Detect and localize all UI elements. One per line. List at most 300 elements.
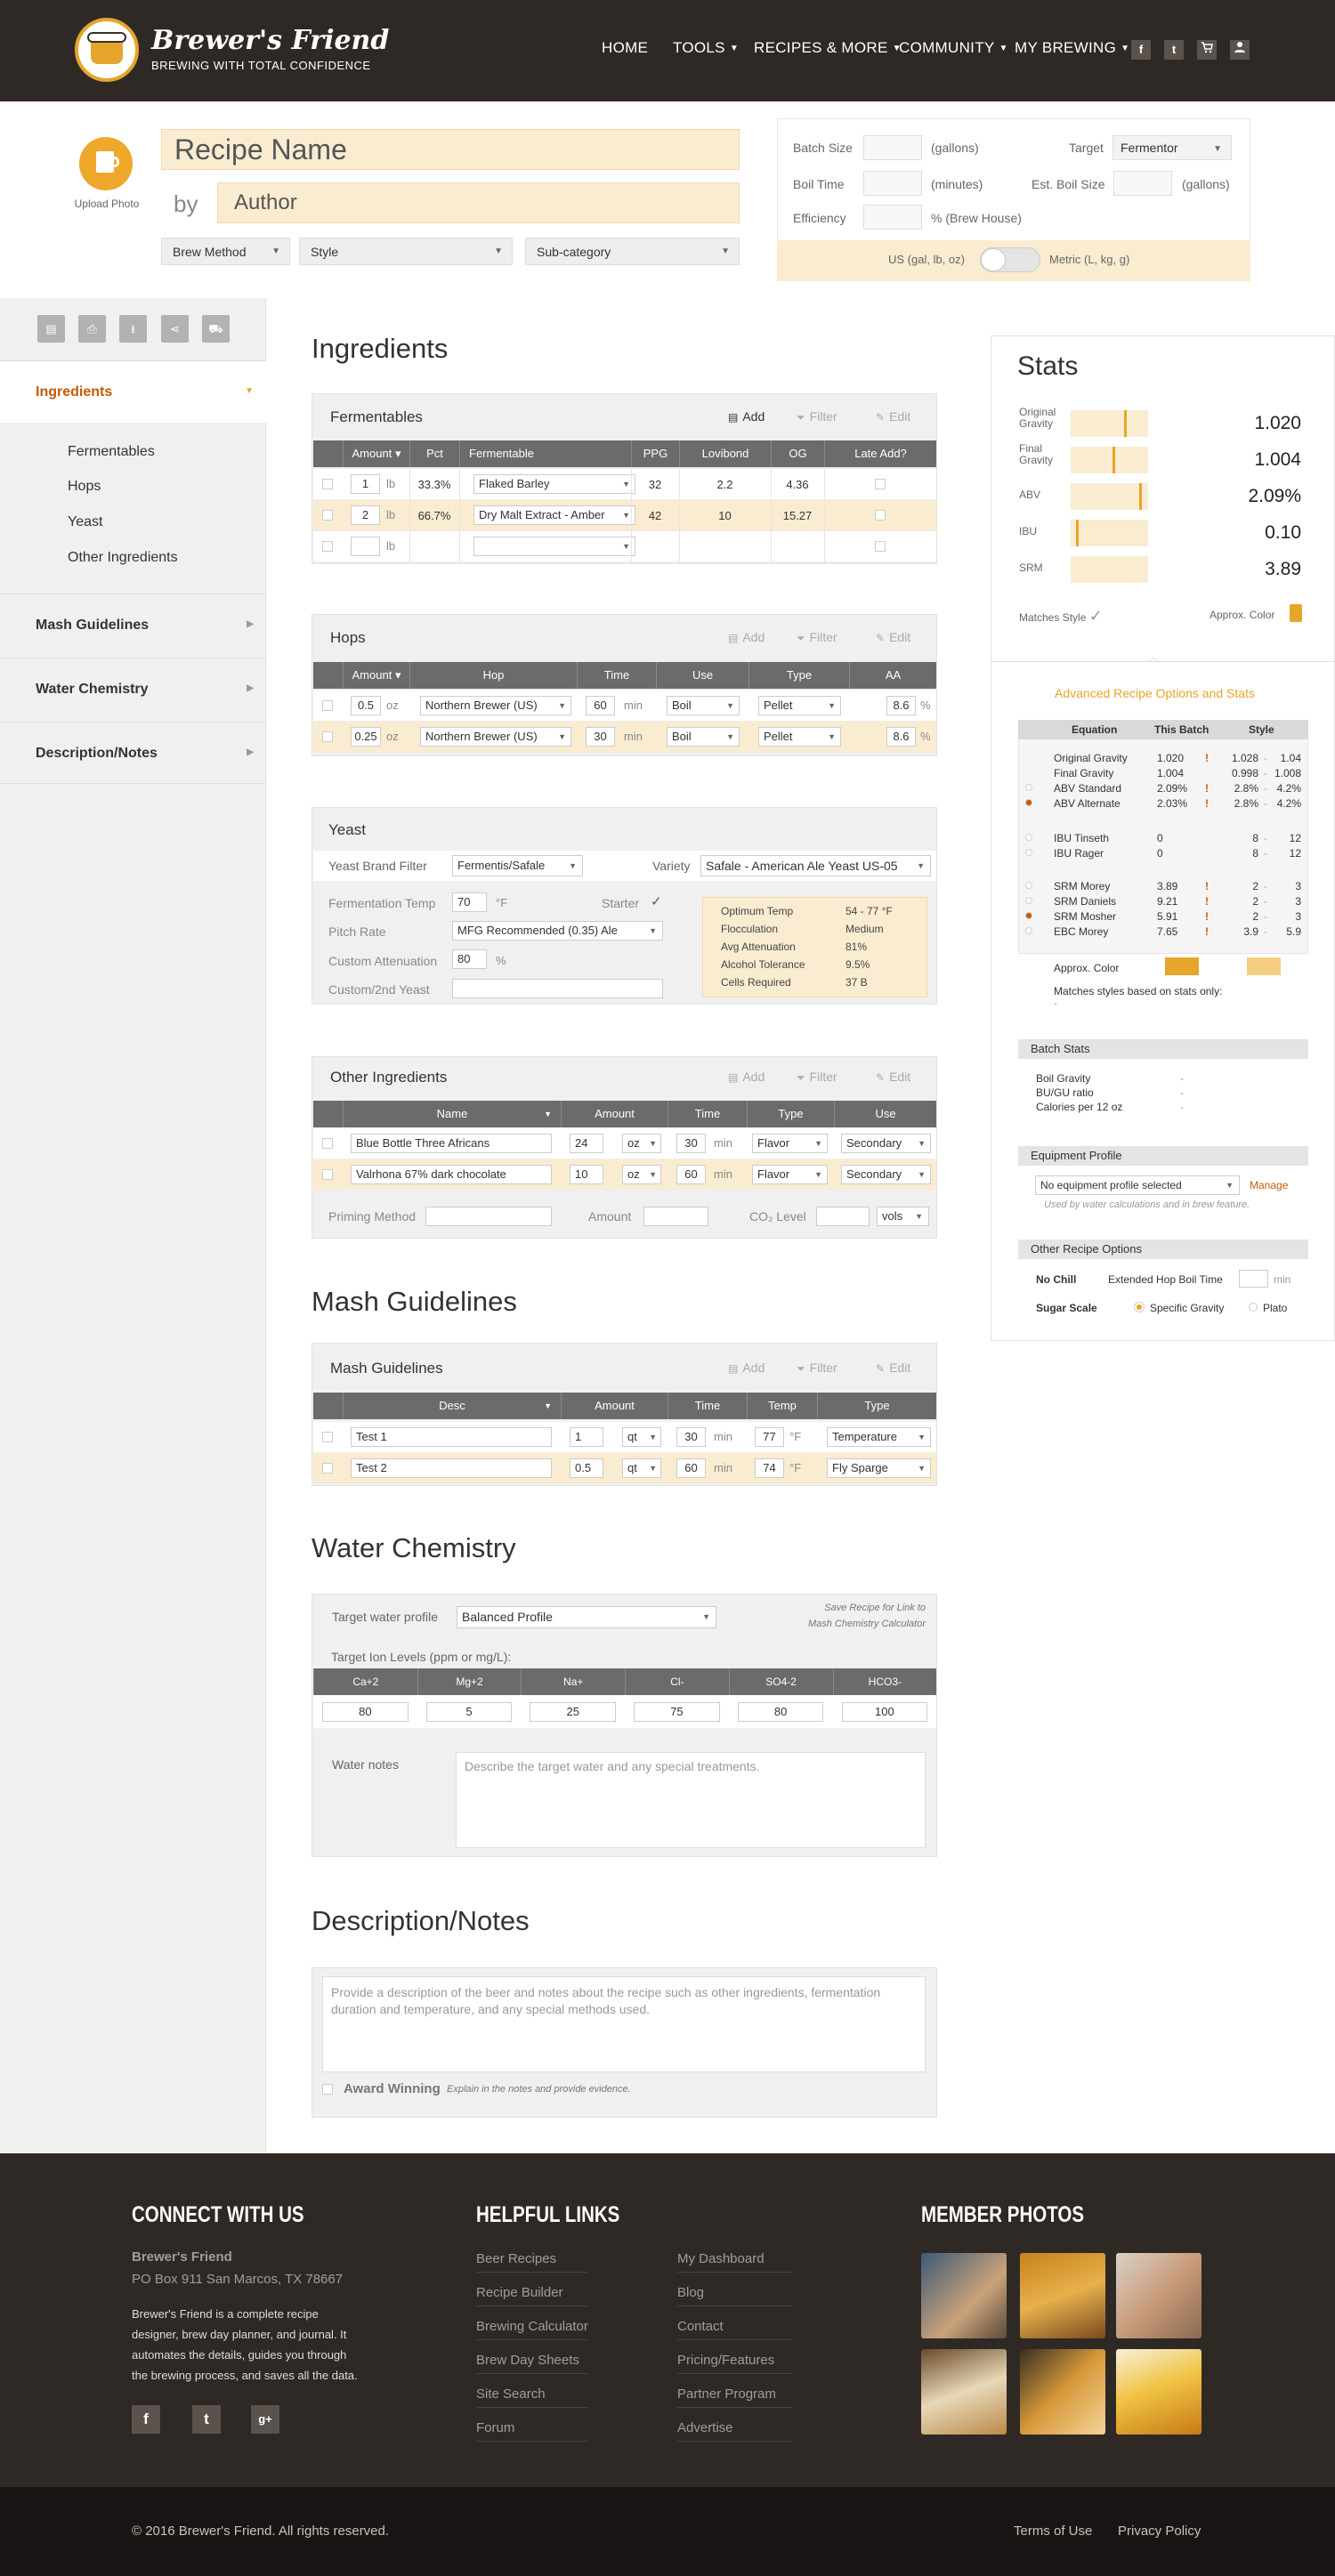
col-this-batch: This Batch (1154, 723, 1210, 736)
logo-icon[interactable] (75, 18, 139, 82)
table-row (313, 531, 936, 562)
footer-link[interactable]: Beer Recipes (476, 2251, 588, 2273)
table-row (313, 722, 936, 753)
user-icon[interactable] (1230, 40, 1250, 60)
nav-community[interactable]: COMMUNITY ▼ (899, 39, 1008, 56)
yeast-info-label: Optimum Temp (721, 905, 794, 917)
style-min: 3.9 (1243, 925, 1258, 938)
filter-button[interactable]: ⏷ Filter (797, 1070, 837, 1084)
sg-radio[interactable] (1135, 1303, 1144, 1312)
advanced-options-link[interactable]: Advanced Recipe Options and Stats (1055, 686, 1255, 700)
table-row (313, 1128, 936, 1159)
equation-name: SRM Mosher (1054, 910, 1117, 923)
hop-select[interactable] (420, 696, 571, 715)
edit-button[interactable]: ✎ Edit (876, 630, 911, 644)
water-heading: Water Chemistry (312, 1532, 516, 1563)
time-input[interactable]: 60 (676, 1458, 706, 1478)
batch-stat-value: - (1180, 1072, 1184, 1085)
ext-hop-label: Extended Hop Boil Time (1108, 1273, 1223, 1286)
fermentable-select[interactable] (473, 537, 635, 556)
sidebar-sub-fermentables[interactable]: Fermentables (68, 444, 155, 459)
row-checkbox[interactable] (322, 510, 333, 521)
priming-amount-label: Amount (588, 1209, 632, 1223)
co2-input[interactable] (816, 1207, 870, 1226)
amount-input[interactable]: 1 (570, 1427, 603, 1447)
unit-select[interactable] (622, 1458, 661, 1478)
yeast-brand-select[interactable]: Fermentis/Safale ▼ (452, 855, 583, 876)
fermentable-name: Flaked Barley (479, 477, 550, 490)
type-value: Pellet (764, 730, 793, 743)
chevron-down-icon: ▼ (814, 1170, 822, 1179)
style-max: 3 (1295, 895, 1301, 908)
add-button[interactable]: ▤ Add (728, 409, 765, 424)
style-max: 3 (1295, 910, 1301, 923)
ion-input[interactable]: 75 (634, 1702, 720, 1722)
yeast-brand-label: Yeast Brand Filter (328, 859, 427, 873)
chevron-down-icon: ▼ (828, 732, 836, 741)
row-checkbox[interactable] (322, 479, 333, 489)
batch-stat-label: Boil Gravity (1036, 1072, 1091, 1085)
equation-radio[interactable] (1025, 784, 1032, 791)
terms-link[interactable]: Terms of Use (1014, 2524, 1093, 2539)
chevron-down-icon: ▼ (558, 701, 566, 710)
ion-col: HCO3- (833, 1668, 937, 1695)
divider (824, 469, 825, 500)
amount-input[interactable]: 10 (570, 1165, 603, 1184)
late-add-checkbox[interactable] (875, 479, 886, 489)
yeast-info-value: 37 B (846, 976, 868, 989)
footer-link[interactable]: Pricing/Features (677, 2353, 793, 2374)
by-label: by (174, 190, 198, 217)
ion-input[interactable]: 5 (426, 1702, 513, 1722)
og-cell: 4.36 (786, 478, 809, 491)
award-note: Explain in the notes and provide evidence. (447, 2084, 631, 2095)
description-textarea[interactable]: Provide a description of the beer and notes about the recipe such as other ingredients, fermentation duration and temperature, and any special methods used. (322, 1976, 926, 2072)
efficiency-unit: % (Brew House) (931, 211, 1022, 225)
sidebar-item-mash[interactable]: Mash Guidelines ▶ (0, 594, 266, 656)
row-checkbox[interactable] (322, 700, 333, 711)
chevron-down-icon: ▼ (918, 1464, 926, 1473)
amount-input[interactable] (351, 537, 380, 556)
sidebar-item-ingredients[interactable]: Ingredients ▼ (0, 360, 266, 423)
type-select[interactable] (752, 1134, 828, 1153)
matches-only-value: - (1054, 997, 1057, 1009)
style-max: 4.2% (1276, 782, 1301, 795)
hop-name: Northern Brewer (US) (425, 730, 538, 743)
cart-icon[interactable]: ⛟ (202, 315, 230, 343)
facebook-icon[interactable]: f (1131, 40, 1151, 60)
col-name[interactable]: Name ▼ (343, 1101, 561, 1127)
member-photo[interactable] (921, 2253, 1007, 2338)
efficiency-input[interactable] (863, 205, 922, 230)
ext-hop-input[interactable] (1239, 1270, 1268, 1288)
temp-input[interactable]: 74 (755, 1458, 784, 1478)
ion-input[interactable]: 100 (842, 1702, 928, 1722)
amount-input[interactable]: 0.5 (570, 1458, 603, 1478)
share-icon[interactable]: ⋖ (161, 315, 189, 343)
copyright: © 2016 Brewer's Friend. All rights reserved. (132, 2524, 390, 2539)
fermentables-title: Fermentables (330, 408, 423, 425)
target-label: Target (1069, 141, 1104, 155)
temp-unit: °F (496, 896, 508, 909)
plato-radio[interactable] (1249, 1303, 1258, 1312)
boil-time-input[interactable] (863, 171, 922, 196)
temp-input[interactable]: 77 (755, 1427, 784, 1447)
unit-value: oz (627, 1167, 640, 1181)
ion-input[interactable]: 80 (322, 1702, 409, 1722)
yeast-variety-select[interactable]: Safale - American Ale Yeast US-05 ▼ (700, 855, 931, 876)
unit-toggle[interactable] (980, 247, 1040, 272)
type-value: Pellet (764, 699, 793, 712)
col-og: OG (771, 440, 824, 467)
water-notes-textarea[interactable]: Describe the target water and any special treatments. (456, 1752, 926, 1848)
late-add-checkbox[interactable] (875, 510, 886, 521)
equipment-header: Equipment Profile (1018, 1146, 1308, 1166)
privacy-link[interactable]: Privacy Policy (1118, 2524, 1202, 2539)
recipe-name-input[interactable]: Recipe Name (161, 129, 740, 170)
desc-input[interactable]: Test 2 (351, 1458, 552, 1478)
divider (631, 531, 632, 562)
row-checkbox[interactable] (322, 731, 333, 742)
warning-icon: ! (1205, 797, 1209, 810)
warning-icon: ! (1205, 910, 1209, 923)
footer-link[interactable]: Blog (677, 2285, 793, 2306)
filter-button[interactable]: ⏷ Filter (797, 409, 837, 424)
award-winning-checkbox[interactable] (322, 2084, 333, 2095)
collapse-icon[interactable]: ︿ (1148, 651, 1160, 664)
upload-photo-label: Upload Photo (74, 198, 140, 210)
aa-input[interactable]: 8.6 (886, 727, 916, 747)
yeast-info-value: 54 - 77 °F (846, 905, 893, 917)
use-select[interactable] (667, 727, 740, 747)
download-icon[interactable]: ⭳ (119, 315, 147, 343)
footer-link[interactable]: Brew Day Sheets (476, 2353, 588, 2374)
yeast-title: Yeast (328, 821, 366, 838)
second-yeast-label: Custom/2nd Yeast (328, 982, 430, 997)
footer-link[interactable]: Recipe Builder (476, 2285, 588, 2306)
twitter-icon[interactable]: t (1164, 40, 1184, 60)
row-checkbox[interactable] (322, 541, 333, 552)
footer-link[interactable]: Brewing Calculator (476, 2319, 588, 2340)
footer-link[interactable]: Advertise (677, 2420, 793, 2442)
fermentable-name: Dry Malt Extract - Amber (479, 508, 605, 521)
nav-home[interactable]: HOME (602, 39, 649, 56)
priming-amount-input[interactable] (643, 1207, 708, 1226)
hop-name: Northern Brewer (US) (425, 699, 538, 712)
add-button[interactable]: ▤ Add (728, 630, 765, 644)
use-select[interactable] (667, 696, 740, 715)
author-input[interactable]: Author (217, 182, 740, 223)
member-photo[interactable] (1020, 2349, 1105, 2435)
edit-button[interactable]: ✎ Edit (876, 1361, 911, 1375)
warning-icon: ! (1205, 782, 1209, 795)
helpful-links-heading: HELPFUL LINKS (476, 2202, 620, 2227)
chevron-down-icon: ▼ (814, 1139, 822, 1148)
name-input[interactable]: Blue Bottle Three Africans (351, 1134, 552, 1153)
starter-check-icon[interactable]: ✓ (651, 894, 662, 909)
type-value: Fly Sparge (832, 1461, 888, 1474)
warning-icon: ! (1205, 752, 1209, 764)
equation-name: Original Gravity (1054, 752, 1128, 764)
chevron-down-icon: ▼ (558, 732, 566, 741)
ion-input[interactable]: 25 (530, 1702, 616, 1722)
col-type: Type (747, 1101, 834, 1127)
col-time: Time (577, 662, 656, 689)
sidebar-item-water[interactable]: Water Chemistry ▶ (0, 658, 266, 720)
table-row (313, 469, 936, 500)
amount-input[interactable]: 1 (351, 474, 380, 494)
co2-label: CO₂ Level (749, 1209, 806, 1223)
equation-radio[interactable] (1025, 849, 1032, 856)
stat-marker (1139, 483, 1142, 510)
type-select[interactable] (758, 727, 841, 747)
facebook-icon[interactable]: f (132, 2405, 160, 2434)
filter-button[interactable]: ⏷ Filter (797, 1361, 837, 1375)
water-notes-label: Water notes (332, 1757, 399, 1772)
desc-input[interactable]: Test 1 (351, 1427, 552, 1447)
stat-label: Final Gravity (1019, 442, 1054, 466)
style-min: 8 (1252, 847, 1258, 860)
equation-radio[interactable] (1025, 882, 1032, 889)
table-row (313, 690, 936, 722)
nav-recipes[interactable]: RECIPES & MORE ▼ (754, 39, 902, 56)
ppg-cell: 32 (648, 478, 662, 491)
stat-label: Original Gravity (1019, 406, 1056, 430)
stat-value: 3.89 (1265, 559, 1301, 579)
add-button[interactable]: ▤ Add (728, 1361, 765, 1375)
efficiency-label: Efficiency (793, 211, 846, 225)
fermentable-select[interactable] (473, 505, 635, 525)
type-select[interactable] (752, 1165, 828, 1184)
equation-radio[interactable] (1025, 927, 1032, 934)
type-value: Flavor (757, 1167, 790, 1181)
batch-size-input[interactable] (863, 135, 922, 160)
col-amount[interactable]: Amount ▾ (343, 440, 409, 467)
site-name[interactable]: Brewer's Friend (151, 25, 390, 56)
unit-value: qt (627, 1430, 637, 1443)
table-row (313, 1159, 936, 1191)
row-checkbox[interactable] (322, 1463, 333, 1474)
footer-link[interactable]: Contact (677, 2319, 793, 2340)
site-tagline: BREWING WITH TOTAL CONFIDENCE (151, 59, 371, 72)
equipment-select[interactable]: No equipment profile selected ▼ (1035, 1175, 1240, 1195)
unit-label: lb (386, 539, 396, 553)
row-checkbox[interactable] (322, 1138, 333, 1149)
range-dash: - (1264, 782, 1267, 795)
unit-select[interactable] (622, 1165, 661, 1184)
upload-photo-button[interactable] (79, 137, 133, 190)
time-input[interactable]: 60 (676, 1165, 706, 1184)
pitch-rate-select[interactable]: MFG Recommended (0.35) Ale ▼ (452, 921, 663, 941)
sidebar-sub-other[interactable]: Other Ingredients (68, 550, 178, 565)
mash-heading: Mash Guidelines (312, 1286, 517, 1317)
footer-link[interactable]: Forum (476, 2420, 588, 2442)
stat-value: 0.10 (1265, 522, 1301, 543)
equation-radio[interactable] (1025, 897, 1032, 904)
ferm-temp-input[interactable]: 70 (452, 892, 487, 912)
save-icon[interactable]: ▤ (37, 315, 65, 343)
footer-link[interactable]: Site Search (476, 2386, 588, 2408)
type-select[interactable] (827, 1427, 931, 1447)
range-dash: - (1264, 910, 1267, 923)
cart-icon[interactable] (1197, 40, 1217, 60)
col-temp: Temp (747, 1393, 817, 1419)
time-input[interactable]: 30 (586, 727, 615, 747)
about-text: Brewer's Friend is a complete recipe designer, brew day planner, and journal. It automates the details, guides you through the brewing process, and saves all the data. (132, 2307, 358, 2382)
ion-levels-label: Target Ion Levels (ppm or mg/L): (331, 1650, 512, 1664)
style-min: 2 (1252, 895, 1258, 908)
hop-select[interactable] (420, 727, 571, 747)
water-profile-label: Target water profile (332, 1610, 439, 1624)
target-select[interactable]: Fermentor ▼ (1112, 135, 1232, 160)
priming-input[interactable] (425, 1207, 552, 1226)
range-dash: - (1264, 797, 1267, 810)
use-value: Boil (672, 699, 692, 712)
stat-marker (1112, 447, 1115, 473)
unit-select[interactable] (622, 1427, 661, 1447)
type-select[interactable] (827, 1458, 931, 1478)
col-hop: Hop (409, 662, 577, 689)
style-min: 2.8% (1234, 797, 1258, 810)
use-select[interactable] (841, 1165, 931, 1184)
member-photo[interactable] (1116, 2349, 1202, 2435)
attenuation-input[interactable]: 80 (452, 949, 487, 969)
ion-col: Na+ (521, 1668, 625, 1695)
edit-button[interactable]: ✎ Edit (876, 409, 911, 424)
mash-title: Mash Guidelines (330, 1360, 443, 1377)
left-sidebar (0, 298, 266, 2153)
equation-radio[interactable] (1025, 834, 1032, 841)
col-use: Use (656, 662, 748, 689)
divider (991, 661, 1335, 662)
percent-unit: % (920, 730, 931, 743)
twitter-icon[interactable]: t (192, 2405, 221, 2434)
temp-unit: °F (789, 1430, 802, 1443)
time-input[interactable]: 60 (586, 696, 615, 715)
amount-input[interactable]: 0.25 (351, 727, 381, 747)
col-pct: Pct (409, 440, 459, 467)
amount-input[interactable]: 0.5 (351, 696, 381, 715)
member-photo[interactable] (1020, 2253, 1105, 2338)
sidebar-item-description[interactable]: Description/Notes ▶ (0, 722, 266, 784)
nav-tools[interactable]: TOOLS ▼ (673, 39, 740, 56)
style-max: 12 (1289, 832, 1301, 844)
manage-link[interactable]: Manage (1250, 1179, 1289, 1191)
use-select[interactable] (841, 1134, 931, 1153)
second-yeast-input[interactable] (452, 979, 663, 998)
stat-marker (1076, 520, 1079, 546)
row-checkbox[interactable] (322, 1169, 333, 1180)
col-amount[interactable]: Amount ▾ (343, 662, 409, 689)
fermentables-header (313, 440, 936, 467)
time-input[interactable]: 30 (676, 1427, 706, 1447)
vols-select[interactable]: vols ▼ (877, 1207, 929, 1226)
time-input[interactable]: 30 (676, 1134, 706, 1153)
unit-label: lb (386, 508, 396, 521)
unit-value: oz (627, 1136, 640, 1150)
unit-label: lb (386, 477, 396, 490)
member-photo[interactable] (1116, 2253, 1202, 2338)
col-desc[interactable]: Desc ▼ (343, 1393, 561, 1419)
fermentable-select[interactable] (473, 474, 635, 494)
late-add-checkbox[interactable] (875, 541, 886, 552)
chevron-down-icon: ▼ (622, 511, 630, 520)
style-select[interactable]: Style ▼ (299, 238, 513, 265)
style-max: 5.9 (1286, 925, 1301, 938)
water-profile-select[interactable]: Balanced Profile ▼ (457, 1606, 716, 1628)
yeast-info-label: Avg Attenuation (721, 941, 796, 953)
equation-radio[interactable] (1025, 912, 1032, 919)
use-value: Boil (672, 730, 692, 743)
brew-method-select[interactable]: Brew Method ▼ (161, 238, 290, 265)
stat-value: 1.020 (1254, 413, 1301, 433)
chevron-down-icon: ▼ (649, 1139, 657, 1148)
name-input[interactable]: Valrhona 67% dark chocolate (351, 1165, 552, 1184)
min-unit: min (624, 730, 643, 743)
amount-input[interactable]: 24 (570, 1134, 603, 1153)
variety-label: Variety (652, 859, 691, 873)
equation-name: SRM Morey (1054, 880, 1111, 892)
description-heading: Description/Notes (312, 1905, 530, 1936)
type-select[interactable] (758, 696, 841, 715)
sidebar-sub-hops[interactable]: Hops (68, 479, 101, 494)
divider (771, 469, 772, 500)
filter-button[interactable]: ⏷ Filter (797, 630, 837, 644)
check-icon: ✓ (1088, 607, 1103, 625)
min-unit: min (624, 699, 643, 712)
row-checkbox[interactable] (322, 1432, 333, 1442)
unit-label: oz (386, 699, 399, 712)
divider (631, 469, 632, 500)
pct-cell: 66.7% (417, 509, 451, 522)
minutes-label: (minutes) (931, 177, 983, 191)
nav-my-brewing[interactable]: MY BREWING ▼ (1015, 39, 1130, 56)
chevron-down-icon: ▼ (729, 44, 740, 53)
edit-button[interactable]: ✎ Edit (876, 1070, 911, 1084)
boil-time-label: Boil Time (793, 177, 845, 191)
footer-link[interactable]: Partner Program (677, 2386, 793, 2408)
chevron-down-icon: ▼ (918, 1170, 926, 1179)
footer-link[interactable]: My Dashboard (677, 2251, 793, 2273)
stats-title: Stats (1017, 351, 1079, 381)
style-min: 2 (1252, 880, 1258, 892)
award-winning-label: Award Winning (344, 2081, 441, 2096)
no-chill-label[interactable]: No Chill (1036, 1273, 1077, 1286)
batch-value: 1.020 (1157, 752, 1185, 764)
ion-input[interactable]: 80 (738, 1702, 824, 1722)
subcategory-select[interactable]: Sub-category ▼ (525, 238, 740, 265)
type-value: Flavor (757, 1136, 790, 1150)
yeast-info-value: 9.5% (846, 958, 870, 971)
member-photo[interactable] (921, 2349, 1007, 2435)
google-plus-icon[interactable]: g+ (251, 2405, 279, 2434)
unit-select[interactable] (622, 1134, 661, 1153)
print-icon[interactable]: ⎙ (78, 315, 106, 343)
sidebar-sub-yeast[interactable]: Yeast (68, 514, 103, 529)
table-row (313, 500, 936, 531)
metric-units-label: Metric (L, kg, g) (1049, 253, 1130, 266)
equation-radio[interactable] (1025, 799, 1032, 806)
add-button[interactable]: ▤ Add (728, 1070, 765, 1084)
connect-heading: CONNECT WITH US (132, 2202, 304, 2227)
est-boil-input[interactable] (1113, 171, 1172, 196)
range-dash: - (1264, 880, 1267, 892)
hops-header (313, 662, 936, 689)
attenuation-label: Custom Attenuation (328, 954, 438, 968)
amount-input[interactable]: 2 (351, 505, 380, 525)
aa-input[interactable]: 8.6 (886, 696, 916, 715)
table-row (313, 1422, 936, 1453)
